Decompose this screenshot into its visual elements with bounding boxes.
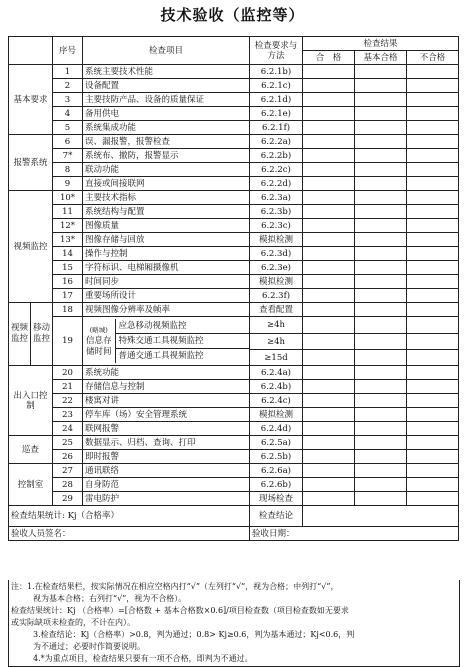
check-basic-pass[interactable] — [355, 177, 407, 191]
row-req: 6.2.4d) — [250, 422, 303, 436]
row-req: 6.2.3c) — [250, 219, 303, 233]
row-item: 雷电防护 — [83, 492, 250, 506]
row-seq: 18 — [53, 303, 83, 317]
conclusion-label: 检查结论 — [250, 506, 303, 527]
row-item: 系统功能 — [83, 366, 250, 380]
check-pass[interactable] — [303, 334, 355, 350]
row-seq: 8 — [53, 163, 83, 177]
group-access: 出入口控制 — [9, 366, 53, 436]
note-line: 视为基本合格；右列打“√”，视为不合格）。 — [33, 594, 187, 603]
row-req: 6.2.1c) — [250, 79, 303, 93]
row-item: 系统布、撤防，报警显示 — [83, 149, 250, 163]
check-fail[interactable] — [407, 478, 459, 492]
row-item: 图像质量 — [83, 219, 250, 233]
check-pass[interactable] — [303, 191, 355, 205]
row-seq: 22 — [53, 394, 83, 408]
check-fail[interactable] — [407, 303, 459, 317]
row-item: 存储信息与控制 — [83, 380, 250, 394]
result-statistics-label: 检查结果统计: Kj（合格率） — [9, 506, 250, 527]
check-fail[interactable] — [407, 408, 459, 422]
check-basic-pass[interactable] — [355, 436, 407, 450]
check-fail[interactable] — [407, 492, 459, 506]
page-title: 技术验收（监控等） — [160, 6, 305, 24]
row-seq: 26 — [53, 450, 83, 464]
check-fail[interactable] — [407, 317, 459, 334]
check-basic-pass[interactable] — [355, 247, 407, 261]
check-pass[interactable] — [303, 275, 355, 289]
group-patrol: 巡查 — [9, 436, 53, 464]
group-video-motion-b: 移动监控 — [33, 323, 51, 344]
check-fail[interactable] — [407, 394, 459, 408]
header-fail: 不合格 — [407, 51, 459, 65]
check-fail[interactable] — [407, 205, 459, 219]
check-basic-pass[interactable] — [355, 65, 407, 79]
check-pass[interactable] — [303, 289, 355, 303]
check-basic-pass[interactable] — [355, 334, 407, 350]
check-basic-pass[interactable] — [355, 79, 407, 93]
row-req: 6.2.3b) — [250, 205, 303, 219]
row-seq: 21 — [53, 380, 83, 394]
row-item: 联动功能 — [83, 163, 250, 177]
row-item: 备用供电 — [83, 107, 250, 121]
row-seq: 11 — [53, 205, 83, 219]
inspection-date[interactable]: 验收日期： — [250, 527, 459, 541]
row-req: 6.2.3e) — [250, 261, 303, 275]
check-basic-pass[interactable] — [355, 219, 407, 233]
check-basic-pass[interactable] — [355, 289, 407, 303]
check-basic-pass[interactable] — [355, 149, 407, 163]
note-line: 检查结果统计：Kj （合格率）=[合格数 + 基本合格数×0.6]/项目检查数（项目检查数如无要求 — [11, 606, 349, 615]
note-line: 或实际缺项未检查的，不计在内）。 — [11, 618, 135, 627]
check-basic-pass[interactable] — [355, 303, 407, 317]
check-basic-pass[interactable] — [355, 233, 407, 247]
check-pass[interactable] — [303, 261, 355, 275]
check-fail[interactable] — [407, 191, 459, 205]
check-fail[interactable] — [407, 334, 459, 350]
check-fail[interactable] — [407, 366, 459, 380]
row-seq: 14 — [53, 247, 83, 261]
row-item: 系统结构与配置 — [83, 205, 250, 219]
group-control-room: 控制室 — [9, 464, 53, 506]
check-fail[interactable] — [407, 450, 459, 464]
check-basic-pass[interactable] — [355, 163, 407, 177]
check-basic-pass[interactable] — [355, 380, 407, 394]
check-pass[interactable] — [303, 408, 355, 422]
check-basic-pass[interactable] — [355, 121, 407, 135]
check-fail[interactable] — [407, 380, 459, 394]
corner-cell — [9, 37, 53, 65]
row-seq: 24 — [53, 422, 83, 436]
row-req: 6.2.3a) — [250, 191, 303, 205]
row-item: 系统集成功能 — [83, 121, 250, 135]
row-req: 6.2.2d) — [250, 177, 303, 191]
row-item: 自身防范 — [83, 478, 250, 492]
row-item: 设备配置 — [83, 79, 250, 93]
row-req: 现场检查 — [250, 492, 303, 506]
header-result: 检查结果 — [303, 37, 459, 51]
header-pass: 合 格 — [303, 51, 355, 65]
row-item: 主要技防产品、设备的质量保证 — [83, 93, 250, 107]
check-basic-pass[interactable] — [355, 191, 407, 205]
check-pass[interactable] — [303, 317, 355, 334]
inspector-signature[interactable]: 验收人员签名： — [9, 527, 250, 541]
row-seq: 28 — [53, 478, 83, 492]
row19-sub-item: 普通交通工具视频监控 — [118, 351, 204, 361]
row-req: 6.2.1d) — [250, 93, 303, 107]
check-fail[interactable] — [407, 261, 459, 275]
row-req: 6.2.5b) — [250, 450, 303, 464]
check-basic-pass[interactable] — [355, 275, 407, 289]
check-basic-pass[interactable] — [355, 492, 407, 506]
row-req: 6.2.4a) — [250, 366, 303, 380]
row-seq: 9 — [53, 177, 83, 191]
check-pass[interactable] — [303, 464, 355, 478]
check-fail[interactable] — [407, 121, 459, 135]
group-video-motion-a: 视频监控 — [9, 303, 31, 365]
row-req: ≥4h — [250, 334, 303, 350]
check-fail[interactable] — [407, 422, 459, 436]
row-req: 6.2.6a) — [250, 464, 303, 478]
row-seq: 25 — [53, 436, 83, 450]
check-pass[interactable] — [303, 350, 355, 366]
check-pass[interactable] — [303, 177, 355, 191]
row-seq: 10* — [53, 191, 83, 205]
check-fail[interactable] — [407, 350, 459, 366]
check-basic-pass[interactable] — [355, 464, 407, 478]
row-seq: 23 — [53, 408, 83, 422]
row-req: 6.2.2a) — [250, 135, 303, 149]
check-pass[interactable] — [303, 233, 355, 247]
row-req: 6.2.3d) — [250, 247, 303, 261]
check-basic-pass[interactable] — [355, 478, 407, 492]
check-basic-pass[interactable] — [355, 408, 407, 422]
row-item: 停车库（场）安全管理系统 — [83, 408, 250, 422]
check-pass[interactable] — [303, 163, 355, 177]
check-fail[interactable] — [407, 163, 459, 177]
row-item: 楼寓对讲 — [83, 394, 250, 408]
header-item: 检查项目 — [83, 37, 250, 65]
row-item: 直接或间接联网 — [83, 177, 250, 191]
row-seq: 15 — [53, 261, 83, 275]
check-pass[interactable] — [303, 107, 355, 121]
row-seq: 27 — [53, 464, 83, 478]
row-item: 联网报警 — [83, 422, 250, 436]
check-pass[interactable] — [303, 247, 355, 261]
check-pass[interactable] — [303, 436, 355, 450]
row-req: 查看配置 — [250, 303, 303, 317]
check-fail[interactable] — [407, 247, 459, 261]
row-req: 6.2.1b) — [250, 65, 303, 79]
check-basic-pass[interactable] — [355, 93, 407, 107]
row-req: 模拟检测 — [250, 233, 303, 247]
row-seq: 12* — [53, 219, 83, 233]
row-item: 图像存储与回放 — [83, 233, 250, 247]
row19-label: 信息存储时间 — [85, 335, 112, 357]
note-line: 为不通过；必要时作简要说明。 — [33, 642, 145, 651]
row-seq: 29 — [53, 492, 83, 506]
row-req: 模拟检测 — [250, 408, 303, 422]
check-pass[interactable] — [303, 422, 355, 436]
row-item: 重要场所设计 — [83, 289, 250, 303]
check-fail[interactable] — [407, 107, 459, 121]
row-req: 模拟检测 — [250, 275, 303, 289]
row-seq: 17 — [53, 289, 83, 303]
row-item: 视频图像分辨率及帧率 — [83, 303, 250, 317]
check-pass[interactable] — [303, 366, 355, 380]
check-fail[interactable] — [407, 65, 459, 79]
note-line: 注：1.在检查结果栏，按实际情况在相应空格内打“√”（左列打“√”，视为合格；中列打“√”， — [11, 582, 339, 591]
group-basic: 基本要求 — [9, 65, 53, 135]
row-seq: 4 — [53, 107, 83, 121]
check-fail[interactable] — [407, 436, 459, 450]
check-fail[interactable] — [407, 233, 459, 247]
row-item: 即时报警 — [83, 450, 250, 464]
row19-mark: (略城) — [89, 325, 108, 334]
row-req: ≥15d — [250, 350, 303, 366]
row-item: 误、漏报警，报警检查 — [83, 135, 250, 149]
row-req: 6.2.4c) — [250, 394, 303, 408]
check-pass[interactable] — [303, 380, 355, 394]
header-req: 检查要求与方法 — [250, 37, 303, 65]
check-fail[interactable] — [407, 289, 459, 303]
check-pass[interactable] — [303, 478, 355, 492]
row-item: 通讯联络 — [83, 464, 250, 478]
check-fail[interactable] — [407, 219, 459, 233]
row-req: 6.2.1e) — [250, 107, 303, 121]
row19-item-cell — [83, 317, 250, 366]
row-seq: 6 — [53, 135, 83, 149]
check-fail[interactable] — [407, 149, 459, 163]
row-seq: 19 — [53, 317, 83, 366]
check-basic-pass[interactable] — [355, 394, 407, 408]
row-seq: 2 — [53, 79, 83, 93]
row-item: 系统主要技术性能 — [83, 65, 250, 79]
check-pass[interactable] — [303, 450, 355, 464]
check-pass[interactable] — [303, 65, 355, 79]
group-alarm: 报警系统 — [9, 135, 53, 191]
row-seq: 3 — [53, 93, 83, 107]
row-seq: 5 — [53, 121, 83, 135]
check-fail[interactable] — [407, 464, 459, 478]
check-basic-pass[interactable] — [355, 261, 407, 275]
group-video: 视频监控 — [9, 191, 53, 303]
check-pass[interactable] — [303, 394, 355, 408]
check-basic-pass[interactable] — [355, 366, 407, 380]
check-basic-pass[interactable] — [355, 135, 407, 149]
check-pass[interactable] — [303, 205, 355, 219]
row-req: 6.2.5a) — [250, 436, 303, 450]
check-basic-pass[interactable] — [355, 450, 407, 464]
check-pass[interactable] — [303, 219, 355, 233]
note-line: 3.检查结论：Kj（合格率）>0.8，判为通过；0.8> Kj≥0.6，判为基本通过；Kj<0.6，判 — [33, 630, 355, 639]
row19-sub-item: 应急移动视频监控 — [115, 319, 249, 334]
inspection-table — [8, 36, 459, 541]
check-basic-pass[interactable] — [355, 422, 407, 436]
group-video-motion — [9, 303, 53, 366]
notes-block — [8, 580, 460, 667]
check-fail[interactable] — [407, 177, 459, 191]
note-line: 4.*为重点项目，检查结果只要有一项不合格，即判为不通过。 — [33, 654, 253, 663]
row-req: 6.2.6b) — [250, 478, 303, 492]
check-fail[interactable] — [407, 93, 459, 107]
check-basic-pass[interactable] — [355, 107, 407, 121]
check-pass[interactable] — [303, 135, 355, 149]
row-item: 数据显示、归档、查询、打印 — [83, 436, 250, 450]
row-req: 6.2.2c) — [250, 163, 303, 177]
row-item: 时间同步 — [83, 275, 250, 289]
check-basic-pass[interactable] — [355, 350, 407, 366]
conclusion-field[interactable] — [303, 506, 459, 527]
row-req: 6.2.1f) — [250, 121, 303, 135]
header-basic-pass: 基本合格 — [355, 51, 407, 65]
check-pass[interactable] — [303, 303, 355, 317]
row19-sub-item: 特殊交通工具视频监控 — [115, 334, 249, 349]
check-fail[interactable] — [407, 135, 459, 149]
row-req: 6.2.3f) — [250, 289, 303, 303]
check-basic-pass[interactable] — [355, 317, 407, 334]
check-fail[interactable] — [407, 275, 459, 289]
row-item: 操作与控制 — [83, 247, 250, 261]
row-seq: 20 — [53, 366, 83, 380]
row-seq: 16 — [53, 275, 83, 289]
row-req: 6.2.4b) — [250, 380, 303, 394]
check-fail[interactable] — [407, 79, 459, 93]
row-req: ≥4h — [250, 317, 303, 334]
row-item: 主要技术指标 — [83, 191, 250, 205]
row-seq: 13* — [53, 233, 83, 247]
row-seq: 1 — [53, 65, 83, 79]
check-pass[interactable] — [303, 93, 355, 107]
row-seq: 7* — [53, 149, 83, 163]
check-basic-pass[interactable] — [355, 205, 407, 219]
check-pass[interactable] — [303, 121, 355, 135]
check-pass[interactable] — [303, 149, 355, 163]
check-pass[interactable] — [303, 79, 355, 93]
header-seq: 序号 — [53, 37, 83, 65]
row-req: 6.2.2b) — [250, 149, 303, 163]
row-item: 字符标识、电梯厢摄像机 — [83, 261, 250, 275]
check-pass[interactable] — [303, 492, 355, 506]
